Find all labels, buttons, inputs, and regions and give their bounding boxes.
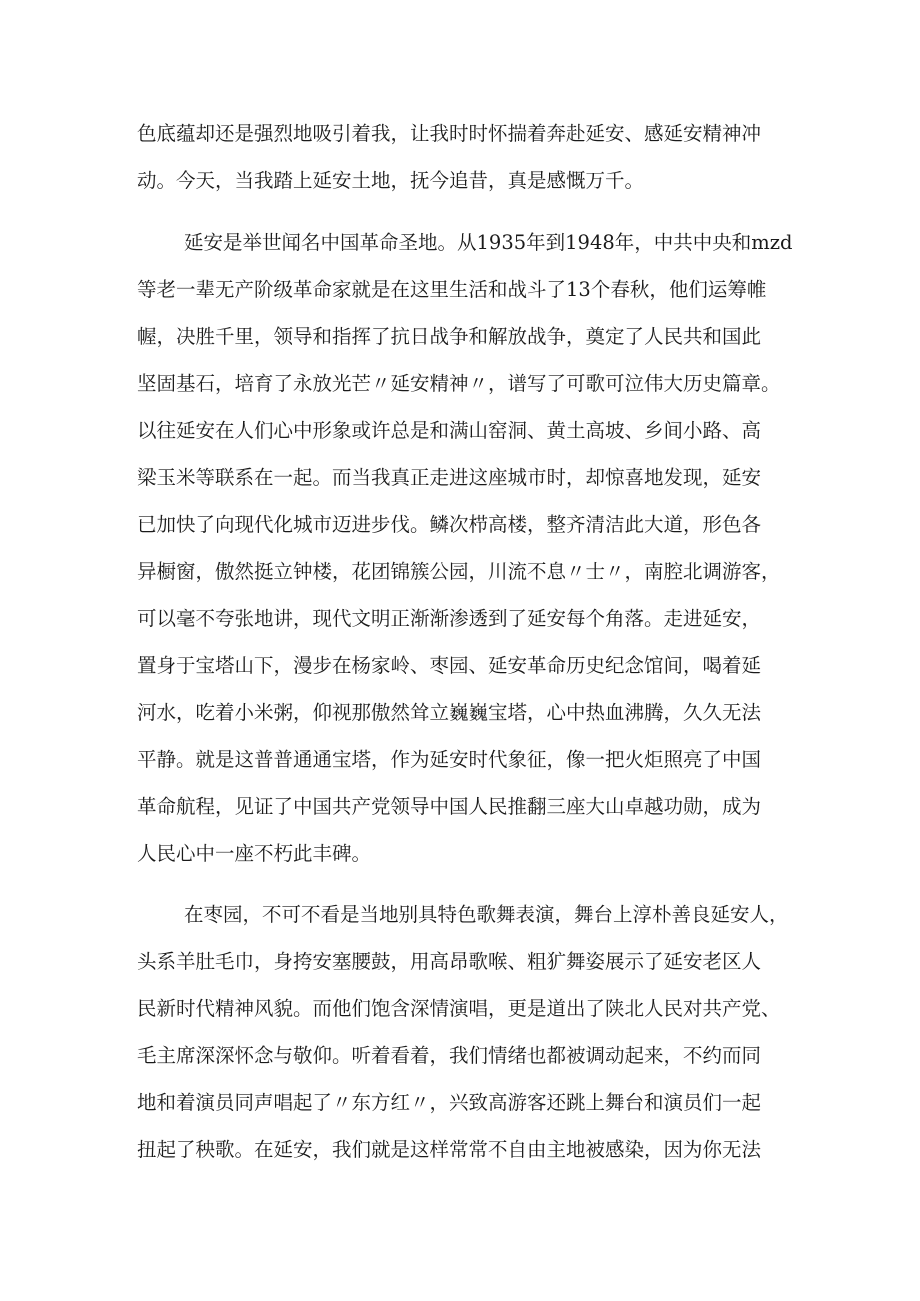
- text-line: 民新时代精神风貌。而他们饱含深情演唱，更是道出了陕北人民对共产党、: [137, 997, 781, 1020]
- text-line: 平静。就是这普普通通宝塔，作为延安时代象征，像一把火炬照亮了中国: [137, 748, 762, 771]
- text-line: 幄，决胜千里，领导和指挥了抗日战争和解放战争，奠定了人民共和国此: [137, 325, 762, 348]
- text-line: 已加快了向现代化城市迈进步伐。鳞次栉高楼，整齐清洁此大道，形色各: [137, 513, 762, 536]
- text-line: 毛主席深深怀念与敬仰。听着看着，我们情绪也都被调动起来，不约而同: [137, 1044, 762, 1067]
- text-line: 地和着演员同声唱起了〃东方红〃，兴致高游客还跳上舞台和演员们一起: [137, 1091, 762, 1114]
- text-line: 在枣园，不可不看是当地别具特色歌舞表演，舞台上淳朴善良延安人，: [184, 903, 789, 926]
- paragraph-2: [137, 219, 797, 877]
- text-line: 以往延安在人们心中形象或许总是和满山窑洞、黄土高坡、乡间小路、高: [137, 419, 762, 442]
- text-line: 坚固基石，培育了永放光芒〃延安精神〃，谱写了可歌可泣伟大历史篇章。: [137, 372, 781, 395]
- text-line: 等老一辈无产阶级革命家就是在这里生活和战斗了13个春秋，他们运筹帷: [137, 278, 767, 301]
- paragraph-1: [137, 110, 797, 204]
- text-line: 置身于宝塔山下，漫步在杨家岭、枣园、延安革命历史纪念馆间，喝着延: [137, 654, 762, 677]
- text-line: 异橱窗，傲然挺立钟楼，花团锦簇公园，川流不息〃士〃，南腔北调游客，: [137, 560, 781, 583]
- text-line: 革命航程，见证了中国共产党领导中国人民推翻三座大山卓越功勋，成为: [137, 795, 762, 818]
- paragraph-3: [137, 891, 797, 1173]
- text-line: 可以毫不夸张地讲，现代文明正渐渐渗透到了延安每个角落。走进延安，: [137, 607, 762, 630]
- text-line: 人民心中一座不朽此丰碑。: [137, 842, 372, 865]
- text-line: 动。今天，当我踏上延安土地，抚今追昔，真是感慨万千。: [137, 169, 645, 192]
- text-line: 梁玉米等联系在一起。而当我真正走进这座城市时，却惊喜地发现，延安: [137, 466, 762, 489]
- text-line: 延安是举世闻名中国革命圣地。从1935年到1948年，中共中央和mzd: [184, 231, 793, 254]
- text-line: 河水，吃着小米粥，仰视那傲然耸立巍巍宝塔，心中热血沸腾，久久无法: [137, 701, 762, 724]
- text-line: 扭起了秧歌。在延安，我们就是这样常常不自由主地被感染，因为你无法: [137, 1138, 762, 1161]
- text-line: 色底蕴却还是强烈地吸引着我，让我时时怀揣着奔赴延安、感延安精神冲: [137, 122, 762, 145]
- text-line: 头系羊肚毛巾，身挎安塞腰鼓，用高昂歌喉、粗犷舞姿展示了延安老区人: [137, 950, 762, 973]
